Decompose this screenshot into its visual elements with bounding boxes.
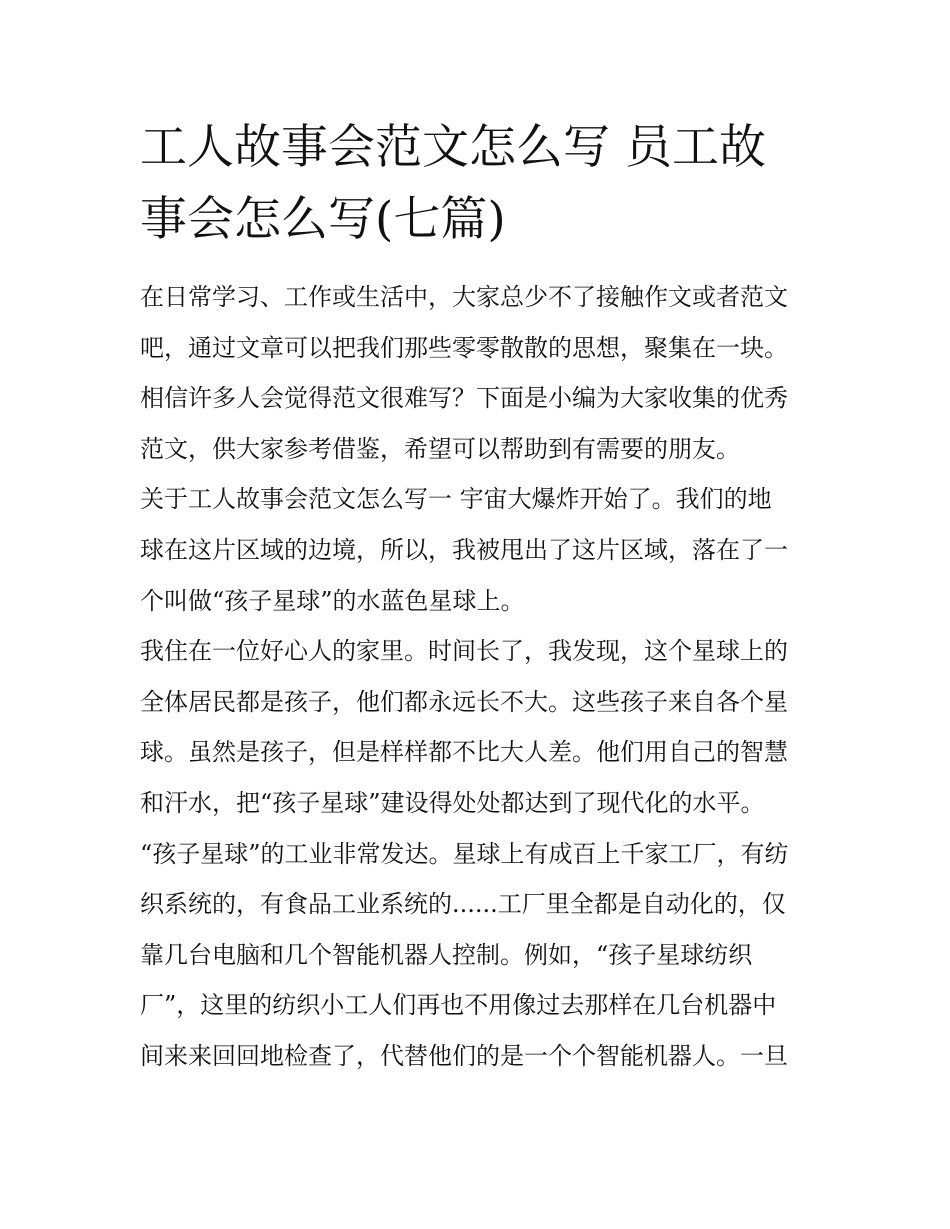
body-line: 我住在一位好心人的家里。时间长了，我发现，这个星球上的: [140, 637, 788, 666]
body-line: 范文，供大家参考借鉴，希望可以帮助到有需要的朋友。: [140, 434, 740, 463]
body-line: 靠几台电脑和几个智能机器人控制。例如，“孩子星球纺织: [140, 940, 753, 969]
title-line: 工人故事会范文怎么写 员工故: [140, 120, 766, 175]
body-line: 吧，通过文章可以把我们那些零零散散的思想，聚集在一块。: [140, 333, 788, 362]
body-line: 在日常学习、工作或生活中，大家总少不了接触作文或者范文: [140, 283, 788, 311]
title-line: 事会怎么写(七篇): [140, 192, 506, 247]
body-line: 织系统的，有食品工业系统的......工厂里全都是自动化的，仅: [140, 890, 786, 919]
body-line: 和汗水，把“孩子星球”建设得处处都达到了现代化的水平。: [140, 788, 765, 817]
body-line: 间来来回回地检查了，代替他们的是一个个智能机器人。一旦: [140, 1041, 788, 1070]
body-line: “孩子星球”的工业非常发达。星球上有成百上千家工厂，有纺: [140, 839, 789, 868]
document-title: [140, 112, 812, 256]
body-line: 关于工人故事会范文怎么写一 宇宙大爆炸开始了。我们的地: [140, 485, 772, 514]
body-line: 球。虽然是孩子，但是样样都不比大人差。他们用自己的智慧: [140, 738, 788, 767]
document-body: [140, 272, 812, 1082]
body-line: 厂”，这里的纺织小工人们再也不用像过去那样在几台机器中: [140, 991, 777, 1020]
body-line: 全体居民都是孩子，他们都永远长不大。这些孩子来自各个星: [140, 687, 788, 716]
body-line: 相信许多人会觉得范文很难写？下面是小编为大家收集的优秀: [140, 384, 788, 413]
body-line: 个叫做“孩子星球”的水蓝色星球上。: [140, 586, 525, 615]
body-line: 球在这片区域的边境，所以，我被甩出了这片区域，落在了一: [140, 535, 788, 564]
document-page: [140, 112, 812, 1082]
